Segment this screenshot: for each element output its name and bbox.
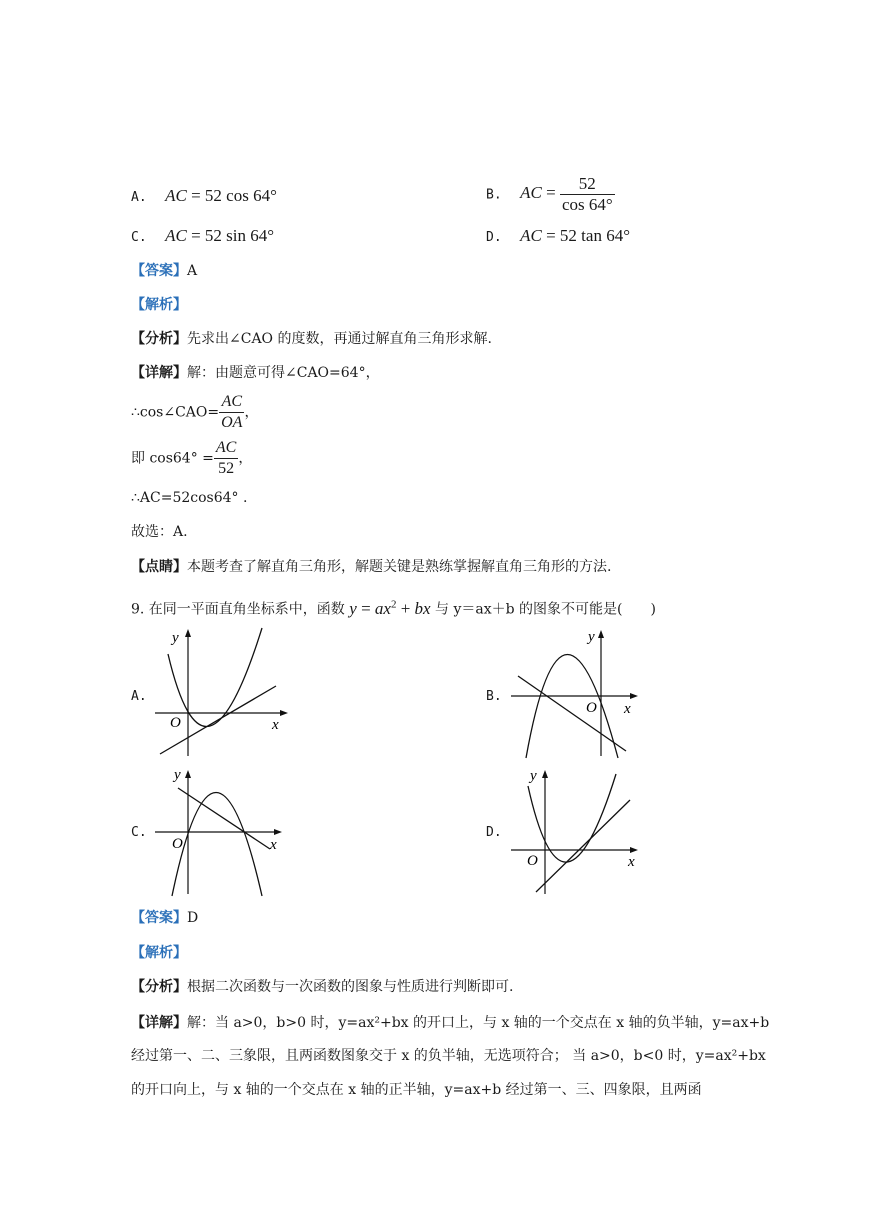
svg-text:O: O: [586, 700, 597, 716]
svg-text:y: y: [530, 768, 537, 784]
y-axis-label: y: [172, 630, 179, 646]
q9-xiangjie-line3: 的开口向上，与 x 轴的一个交点在 x 轴的正半轴，y=ax+b 经过第一、三、四象限，且两函: [131, 1082, 702, 1098]
fraction-52-over-cos64: $\frac{52}{\cos 64^\circ}$: [561, 174, 613, 214]
q8-analysis-heading: 【解析】: [131, 297, 187, 313]
q8-step1: ∴cos∠CAO= $\frac{AC}{OA}$ ，: [131, 393, 259, 431]
q8-fenxi: 【分析】先求出∠CAO 的度数，再通过解直角三角形求解.: [131, 331, 492, 347]
q9-answer: 【答案】D: [131, 910, 199, 926]
q9-xiangjie-line1: 【详解】解：当 a>0，b>0 时，y=ax²+bx 的开口上，与 x 轴的一个交点在 x 轴的负半轴，y=ax+b: [131, 1015, 770, 1031]
svg-text:y: y: [174, 767, 181, 783]
x-axis-label: x: [272, 717, 279, 733]
q9-option-c-label: C.: [131, 825, 147, 840]
svg-text:x: x: [628, 854, 635, 870]
q8-step3: ∴AC=52cos64° .: [131, 490, 248, 506]
q8-option-d: D. AC = 52 tan 64°: [486, 226, 630, 245]
graph-b: [508, 626, 648, 760]
q9-analysis-heading: 【解析】: [131, 945, 187, 961]
q9-option-b-label: B.: [486, 689, 502, 704]
q9-fenxi: 【分析】根据二次函数与一次函数的图象与性质进行判断即可.: [131, 979, 514, 995]
q8-option-b: B. AC = $\frac{52}{\cos 64^\circ}$: [486, 174, 613, 214]
graph-c: [150, 764, 290, 898]
q8-dianjing: 【点睛】本题考查了解直角三角形，解题关键是熟练掌握解直角三角形的方法.: [131, 559, 612, 575]
q8-xiangjie: 【详解】解：由题意可得∠CAO=64°，: [131, 365, 380, 381]
q9-option-d-label: D.: [486, 825, 502, 840]
q9-option-a-label: A.: [131, 689, 147, 704]
svg-text:O: O: [527, 853, 538, 869]
q8-step2: 即 cos64° = $\frac{AC}{52}$ ，: [131, 439, 253, 477]
svg-text:y: y: [588, 629, 595, 645]
svg-text:x: x: [624, 701, 631, 717]
graph-a: [150, 626, 290, 760]
q8-answer: 【答案】A: [131, 263, 198, 279]
q9-xiangjie-line2: 经过第一、二、三象限，且两函数图象交于 x 的负半轴，无选项符合； 当 a>0，b<0 时，y=ax²+bx: [131, 1048, 766, 1064]
q8-choose: 故选：A.: [131, 524, 188, 540]
origin-label: O: [170, 715, 181, 731]
graph-d: [508, 764, 648, 898]
q9-stem: 9. 在同一平面直角坐标系中，函数 $y = ax^2$ + bx 与 y＝ax＋b 的图象不可能是( ): [131, 598, 656, 618]
q8-option-a: A. AC = 52 cos 64°: [131, 186, 277, 205]
q8-option-c: C. AC = 52 sin 64°: [131, 226, 275, 245]
svg-text:O: O: [172, 836, 183, 852]
svg-text:x: x: [270, 837, 277, 853]
